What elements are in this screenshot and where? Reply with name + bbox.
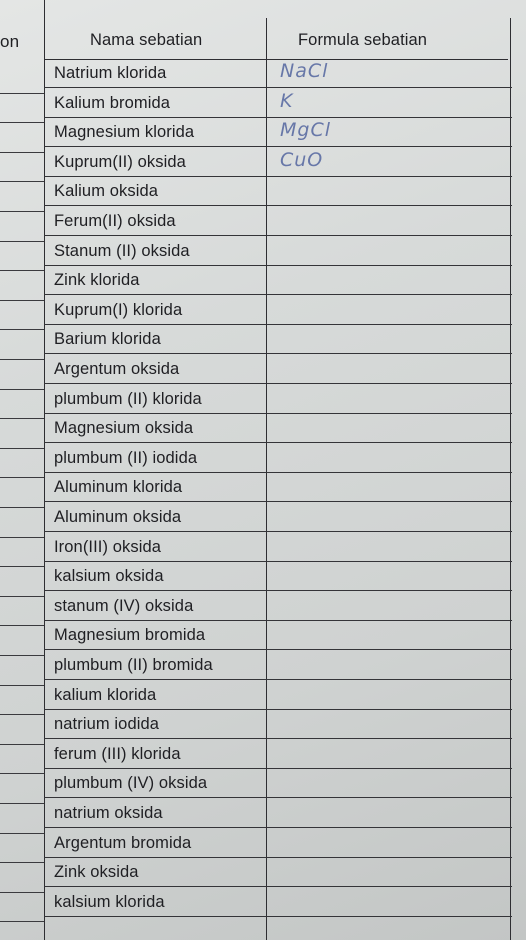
left-row-rule [0,921,44,922]
left-row-rule [0,122,44,123]
table-row [44,444,512,473]
table-row [44,118,512,147]
left-column-header: on [0,32,20,51]
left-row-rule [0,596,44,597]
left-row-rule [0,507,44,508]
left-row-rule [0,329,44,330]
left-cut-column [0,0,45,940]
compound-name: ferum (III) klorida [54,744,181,763]
table-row [44,385,512,414]
compound-name: Aluminum klorida [54,478,183,497]
left-row-rule [0,300,44,301]
table-row [44,651,512,680]
compound-name: kalsium klorida [54,892,165,911]
left-row-rule [0,537,44,538]
table-header-row [44,0,508,60]
table-row [44,148,512,177]
table-row [44,503,512,532]
table-row [44,710,512,739]
compound-formula: NaCl [280,60,329,82]
left-row-rule [0,448,44,449]
left-row-rule [0,714,44,715]
compound-name: plumbum (II) iodida [54,448,198,467]
row-rule [44,916,512,917]
left-row-rule [0,93,44,94]
table-row [44,355,512,384]
table-row [44,59,512,88]
compound-name: Magnesium oksida [54,419,194,438]
compound-name: Stanum (II) oksida [54,241,190,260]
compound-name: Aluminum oksida [54,508,182,526]
compound-name: Zink oksida [54,863,139,882]
table-row [44,740,512,769]
left-row-rule [0,270,44,271]
table-row [44,829,512,858]
table-row [44,473,512,502]
left-row-rule [0,862,44,863]
compound-name: natrium iodida [54,715,160,734]
left-row-rule [0,477,44,478]
compound-formula: K [280,89,294,112]
compound-name: kalsium oksida [54,567,164,586]
table-row [44,562,512,591]
table-row [44,592,512,621]
compound-name: natrium oksida [54,804,163,822]
compound-name: Argentum oksida [54,360,180,378]
compound-name: Iron(III) oksida [54,537,162,556]
left-row-rule [0,833,44,834]
left-row-rule [0,211,44,212]
left-row-rule [0,152,44,153]
left-row-rule [0,803,44,804]
compound-formula: MgCl [280,119,331,142]
table-row [44,888,512,917]
compound-name: plumbum (IV) oksida [54,774,208,793]
compound-name: stanum (IV) oksida [54,596,194,615]
compound-name: plumbum (II) klorida [54,389,202,408]
table-row [44,237,512,266]
left-row-rule [0,181,44,182]
table-row [44,266,512,295]
compound-name: Ferum(II) oksida [54,212,176,230]
compound-formula: CuO [280,148,324,171]
table-row [44,799,512,828]
compound-name: Zink klorida [54,271,140,290]
left-row-rule [0,685,44,686]
table-row [44,621,512,650]
left-row-rule [0,655,44,656]
left-row-rule [0,892,44,893]
table-row [44,177,512,206]
compound-name: Argentum bromida [54,833,192,852]
left-row-rule [0,359,44,360]
compound-name: Kuprum(I) klorida [54,300,183,319]
table-row [44,296,512,325]
table-row [44,325,512,354]
left-row-rule [0,241,44,242]
table-row [44,414,512,443]
left-row-rule [0,418,44,419]
left-row-rule [0,744,44,745]
compound-name: Magnesium bromida [54,626,206,645]
compound-name: Magnesium klorida [54,123,195,142]
table-row [44,858,512,887]
table-row [44,681,512,710]
header-formula: Formula sebatian [298,31,428,49]
left-row-rule [0,389,44,390]
compound-name: Kuprum(II) oksida [54,152,186,171]
table-row [44,533,512,562]
table-row [44,89,512,118]
left-row-rule [0,566,44,567]
compound-name: Kalium oksida [54,182,159,201]
compound-name: Barium klorida [54,330,161,349]
compound-name: kalium klorida [54,685,157,704]
left-row-rule [0,625,44,626]
left-row-rule [0,773,44,774]
compound-name: Kalium bromida [54,93,171,112]
header-name: Nama sebatian [90,31,203,49]
table-row [44,207,512,236]
compound-name: Natrium klorida [54,64,167,82]
compound-name: plumbum (II) bromida [54,656,213,674]
table-row [44,769,512,798]
